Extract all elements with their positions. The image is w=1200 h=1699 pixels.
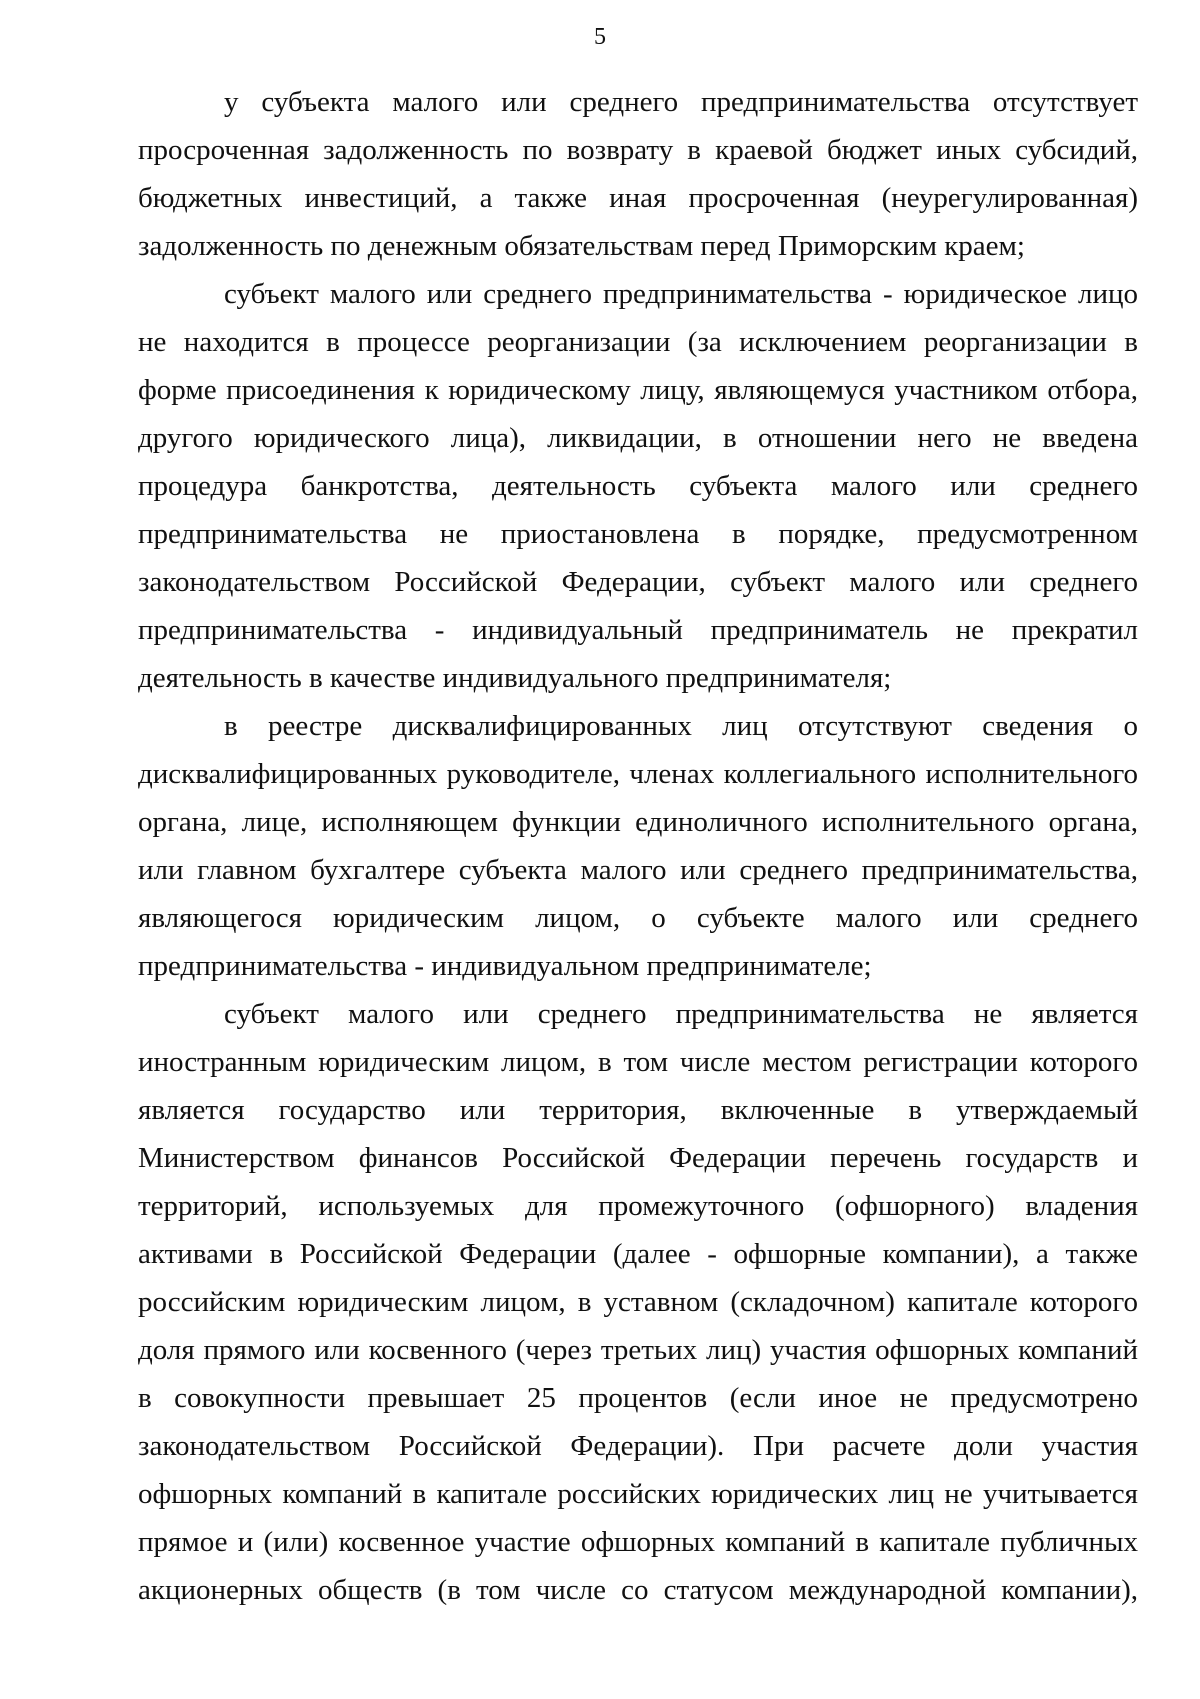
text-line: предпринимательства - индивидуальный предприниматель не прекратил (138, 614, 1138, 646)
text-line: другого юридического лица), ликвидации, в отношении него не введена (138, 422, 1138, 454)
text-line: предпринимательства не приостановлена в порядке, предусмотренном (138, 518, 1138, 550)
text-line: дисквалифицированных руководителе, членах коллегиального исполнительного (138, 758, 1138, 790)
body-text (138, 78, 1138, 1614)
text-line: у субъекта малого или среднего предпринимательства отсутствует (224, 86, 1138, 118)
text-line: офшорных компаний в капитале российских юридических лиц не учитывается (138, 1478, 1138, 1510)
text-line: процедура банкротства, деятельность субъекта малого или среднего (138, 470, 1138, 502)
text-line: в совокупности превышает 25 процентов (если иное не предусмотрено (138, 1382, 1138, 1414)
text-line: доля прямого или косвенного (через третьих лиц) участия офшорных компаний (138, 1334, 1138, 1366)
text-line: субъект малого или среднего предпринимательства не является (224, 998, 1138, 1030)
text-line: предпринимательства - индивидуальном предпринимателе; (138, 950, 872, 982)
text-line: или главном бухгалтере субъекта малого или среднего предпринимательства, (138, 854, 1138, 886)
text-line: прямое и (или) косвенное участие офшорных компаний в капитале публичных (138, 1526, 1138, 1558)
text-line: акционерных обществ (в том числе со статусом международной компании), (138, 1574, 1138, 1606)
text-line: активами в Российской Федерации (далее - офшорные компании), а также (138, 1238, 1138, 1270)
text-line: форме присоединения к юридическому лицу, являющемуся участником отбора, (138, 374, 1138, 406)
text-line: в реестре дисквалифицированных лиц отсутствуют сведения о (224, 710, 1138, 742)
text-line: не находится в процессе реорганизации (за исключением реорганизации в (138, 326, 1138, 358)
text-line: задолженность по денежным обязательствам перед Приморским краем; (138, 230, 1025, 262)
text-line: являющегося юридическим лицом, о субъекте малого или среднего (138, 902, 1138, 934)
text-line: просроченная задолженность по возврату в краевой бюджет иных субсидий, (138, 134, 1138, 166)
text-line: законодательством Российской Федерации). При расчете доли участия (138, 1430, 1138, 1462)
text-line: органа, лице, исполняющем функции единоличного исполнительного органа, (138, 806, 1138, 838)
text-line: является государство или территория, включенные в утверждаемый (138, 1094, 1138, 1126)
text-line: российским юридическим лицом, в уставном (складочном) капитале которого (138, 1286, 1138, 1318)
text-line: бюджетных инвестиций, а также иная просроченная (неурегулированная) (138, 182, 1138, 214)
text-line: Министерством финансов Российской Федерации перечень государств и (138, 1142, 1138, 1174)
text-line: законодательством Российской Федерации, субъект малого или среднего (138, 566, 1138, 598)
text-line: деятельность в качестве индивидуального предпринимателя; (138, 662, 892, 694)
text-line: иностранным юридическим лицом, в том числе местом регистрации которого (138, 1046, 1138, 1078)
text-line: территорий, используемых для промежуточного (офшорного) владения (138, 1190, 1138, 1222)
page-number: 5 (594, 24, 606, 50)
text-line: субъект малого или среднего предпринимательства - юридическое лицо (224, 278, 1138, 310)
